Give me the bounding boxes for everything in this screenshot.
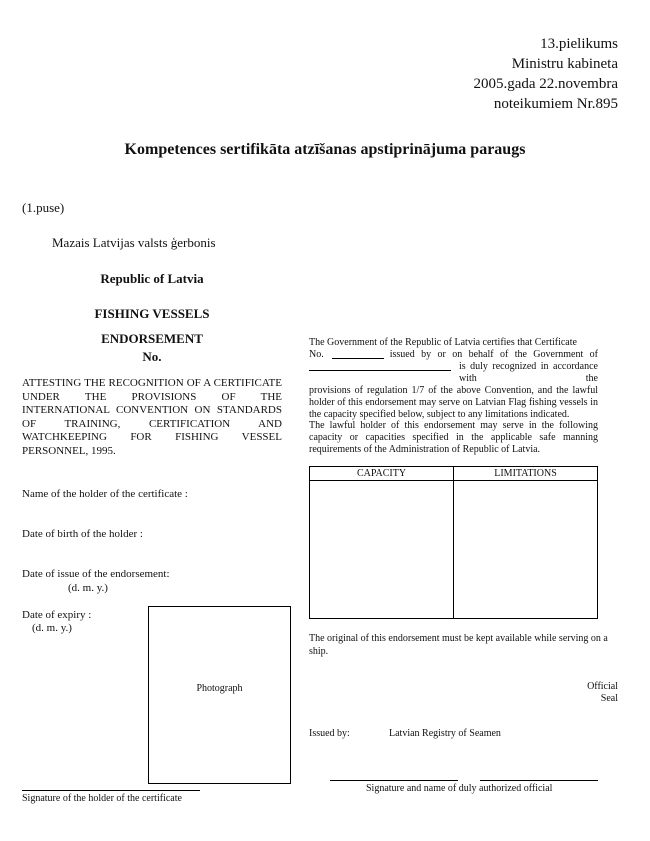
issuing-government-blank [309,361,451,371]
certification-line-3 [309,361,598,385]
official-name-line [480,780,598,781]
birth-date-label: Date of birth of the holder : [22,528,143,540]
page-title: Kompetences sertifikāta atzīšanas apstiprinājuma paraugs [124,141,526,158]
holder-signature-line [22,790,200,791]
holder-signature-label: Signature of the holder of the certificate [22,793,182,804]
expiry-date-label: Date of expiry : [22,609,92,621]
coat-of-arms-label: Mazais Latvijas valsts ģerbonis [52,235,216,250]
fishing-vessels-heading: FISHING VESSELS [94,306,210,321]
issue-date-format: (d. m. y.) [68,582,108,594]
certificate-number-blank [332,349,384,359]
regulation-date: 2005.gada 22.novembra [473,76,618,92]
republic-heading: Republic of Latvia [100,271,204,286]
limitations-header: LIMITATIONS [454,467,598,481]
certification-line-3-text: is duly recognized in accordance with the [459,361,598,384]
photograph-label: Photograph [196,683,243,694]
certification-line-1: The Government of the Republic of Latvia certifies that Certificate [309,337,577,348]
capacity-limitations-table [309,466,598,619]
endorsement-heading: ENDORSEMENT [101,331,203,346]
endorsement-number-label: No. [142,349,162,364]
original-note: The original of this endorsement must be kept available while serving on a ship. [309,633,608,657]
official-seal [560,681,618,705]
certification-line-2 [309,349,598,361]
regulation-number: noteikumiem Nr.895 [493,96,618,112]
certification-line-rest: provisions of regulation 1/7 of the above Convention, and the lawful holder of this endorsement may serve on Latvian Flag fishing vessels in the capacity specified below, subject to any limitations indicated. [309,385,598,420]
certification-statement [309,337,598,421]
expiry-date-format: (d. m. y.) [32,622,72,634]
holder-name-label: Name of the holder of the certificate : [22,488,188,500]
seal-label: Seal [600,693,618,704]
limitations-cell [454,481,598,619]
photograph-box [148,606,291,784]
official-signature-label: Signature and name of duly authorized official [366,783,553,794]
annex-header [473,34,618,114]
annex-number: 13.pielikums [540,36,618,52]
attesting-statement: ATTESTING THE RECOGNITION OF A CERTIFICATE UNDER THE PROVISIONS OF THE INTERNATIONAL CONVENTION ON STANDARDS OF TRAINING, CERTIFICATION AND WATCHKEEPING FOR FISHING VESSEL PERSONNEL, 1995. [22,377,282,457]
side-label: (1.puse) [22,200,65,215]
lawful-holder-statement: The lawful holder of this endorsement may serve in the following capacity or capacities specified in the applicable safe manning requirements of the Administration of Republic of Latvia. [309,420,598,455]
issued-by-value: Latvian Registry of Seamen [389,728,501,739]
official-label: Official [587,681,618,692]
capacity-cell [310,481,454,619]
certification-line-2-text: issued by or on behalf of the Government of [389,349,598,360]
cabinet-label: Ministru kabineta [511,56,618,72]
issued-by-label: Issued by: [309,728,350,739]
issue-date-label: Date of issue of the endorsement: [22,568,170,580]
official-signature-line [330,780,458,781]
capacity-header: CAPACITY [310,467,454,481]
certificate-no-label: No. [309,349,324,360]
